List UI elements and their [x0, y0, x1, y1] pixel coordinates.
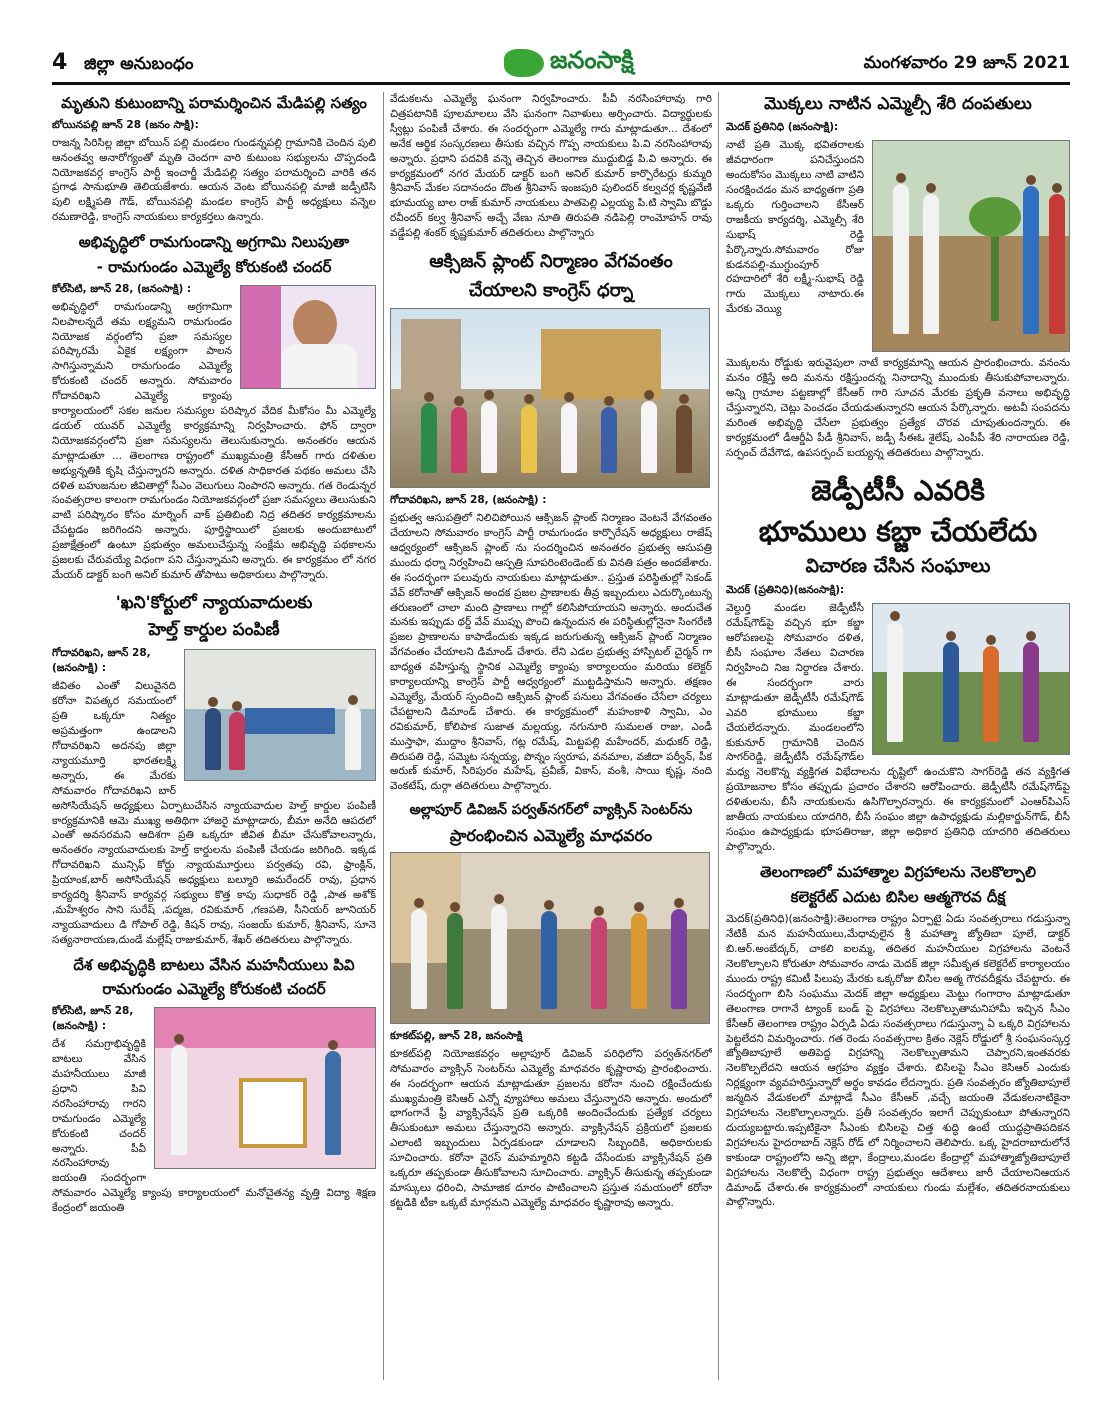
article-subheadline: కలెక్టరేట్ ఎదుట బిసిల ఆత్మగౌరవ దీక్ష: [790, 887, 1006, 906]
article-body: కూకట్‌పల్లి నియోజకవర్గం అల్లాపూర్ డివిజన్ పరిధిలోని పర్వత్‌నగర్‌లో సోమవారం వ్యాక్సిన్ సెంటర్‌ను ఎమ్మెల్యే మాధవరం కృష్ణారావు ప్రారంభించారు. ఈ సందర్భంగా ఆయన మాట్లాడుతూ ప్రజలను కరోనా నుంచి రక్షించేందుకు ముఖ్యమంత్రి కెసిఆర్ ఎన్నో వ్యూహాలు అమలు చేస్తున్నారని అన్నారు. అందులో భాగంగానే ఫ్రీ వ్యాక్సినేషన్ ప్రతి ఒక్కరికి అందించేందుకు ప్రత్యేక చర్యలు తీసుకుంటూ అమలు చేస్తున్నారని అన్నారు. వ్యాక్సినేషన్ ప్రక్రియలో ప్రజలకు ఎలాంటి ఇబ్బందులు ఏర్పడకుండా చూడాలని సిబ్బందికి, అధికారులకు సూచించారు. కరోనా వైరస్ మహమ్మారిని కట్టడి చేసేందుకు వ్యాక్సినేషన్ ప్రతి ఒక్కరూ తప్పకుండా తీసుకోవాలని సూచించారు. వ్యాక్సిన్ తీసుకున్న తప్పకుండా మాస్కులు ధరించి, సామాజిక దూరం పాటించాలని ప్రస్తుత సమయంలో కరోనా కట్టడికి టీకా ఒక్కటే మార్గమని ఎమ్మెల్యే మాధవరం కృష్ణారావు అన్నారు.: [390, 1047, 712, 1209]
news-photo: [184, 649, 376, 781]
issue-date: మంగళవారం 29 జూన్ 2021: [863, 53, 1070, 73]
article-headline: జెడ్పీటీసీ ఎవరికి: [811, 473, 985, 507]
article-byline: కోల్‌సిటి, జూన్ 28, (జనంసాక్షి) :: [52, 282, 192, 295]
article-byline: మెదక్ ప్రతినిధి (జనంసాక్షి):: [726, 121, 839, 134]
article-body: నాటే ప్రతి మొక్క భవితరాలకు జీవధారంగా పనిచేస్తుందని అందుకోసం మొక్కలు నాటి వాటిని సంరక్షించడం మన బాధ్యతగా ప్రతి ఒక్కరు గుర్తించాలని కేసీఆర్ రాజకీయ కార్యదర్శి, ఎమ్మెల్సీ శేరి సుభాష్ రెడ్డి పేర్కొన్నారు.సోమవారం రోజు కుడనపల్లి-ముగ్ధుంపూర్ రహదారిలో శేరి లక్ష్మీ-సుభాష్ రెడ్డి గారు మొక్కలు నాటారు.ఈ మేరకు వెయ్యి: [726, 139, 864, 316]
article-headline: 'ఖని'కోర్టులో న్యాయవాదులకు: [115, 592, 313, 613]
article-subheadline: ప్రారంభించిన ఎమ్మెల్యే మాధవరం: [449, 825, 653, 845]
article-subheadline: రామగుండం ఎమ్మెల్యే కోరుకంటి చందర్: [102, 980, 326, 999]
header-rule: [52, 82, 1070, 85]
article-headline: భూములు కబ్జా చేయలేదు: [758, 514, 1038, 548]
column-2: [390, 90, 712, 1390]
article-body-continued: వేడుకలను ఎమ్మెల్యే ఘనంగా నిర్వహించారు. పీవీ నరసింహారావు గారి చిత్రపటానికి పూలమాలలు వేసి ఘనంగా నివాళులు అర్పించారు. విద్యార్థులకు స్వీట్లు పంపిణీ చేశారు. ఈ సందర్భంగా ఎమ్మెల్యే గారు మాట్లాడుతూ... దేశంలో అనేక ఆర్థిక సంస్కరణలు తీసుకు వచ్చిన గొప్ప నాయకులు పి.వి నరసింహారావు అన్నారు. ప్రధాని పదవికి వన్నె తెచ్చిన తెలంగాణ ముద్దుబిడ్డ పి.వి అన్నారు. ఈ కార్యక్రమంలో నగర మేయర్ డాక్టర్ బంగి అనిల్ కుమార్ కార్పొరేటర్లు కుమ్మరి శ్రీనివాస్ మేకల సదానందం దొంత శ్రీనివాస్ ఇంజపురి పులిందర్ కల్వచర్ల కృష్ణవేణి భూమయ్య బాల రాజ్ కుమార్ నాయకులు పాతపెల్లి ఎల్లయ్య పి.టి స్వామి బొడ్డు రవీందర్ కల్వ శ్రీనివాస్ అచ్చే వేణు నూతి తిరుపతి నడిపెల్లి రాంమోహన్ రావు వడ్డేపల్లి శంకర్ కృష్ణకుమార్ తదితరులు పాల్గొన్నారు: [390, 93, 712, 240]
masthead-logo: [504, 46, 634, 80]
column-3: [726, 90, 1070, 1390]
news-photo: [390, 852, 710, 1024]
article-body: జీవితం ఎంతో విలువైనది కరోనా విపత్కర సమయంలో ప్రతి ఒక్కరూ నిత్యం అప్రమత్తంగా ఉండాలని గోదావరిఖని అదనపు జిల్లా న్యాయమూర్తి భారతలక్ష్మి అన్నారు, ఈ మేరకు సోమవారం గోదావరిఖని బార్ అసోసియేషన్ అధ్యక్షులు ఏర్పాటుచేసిన న్యాయవాదుల హెల్త్ కార్డుల పంపిణీ కార్యక్రమానికి ఆమె ముఖ్య అతిథిగా హాజరై మాట్లాడారు, బీమా అనేది ఆపదలో ఎంతో అవసరమని ఆదిశగా ప్రతి ఒక్కరూ జీవిత బీమా చేసుకోవాలన్నారు, అనంతరం న్యాయవాదులకు హెల్త్ కార్డులను పంపిణీ చేయడం జరిగింది. ఇక్కడ గోదావరిఖని మున్సిఫ్ కోర్టు న్యాయమూర్తులు పర్వతపు రవి, ఫ్రాంక్లిన్, ప్రియాంక,బార్ అసోసియేషన్ అధ్యక్షులు బల్మూరి అమరేందర్ రావు, ప్రధాన కార్యదర్శి శ్రీనివాస్ కార్యవర్గ సభ్యులు కొత్త కాపు సుధాకర్ రెడ్డి ,పాత అశోక్ ,మహేశ్వరం సాని సురేష్ ,పద్మజ, రవికుమార్ ,గణపతి, సీనియర్ జూనియర్ న్యాయవాదులు డి గోపాల్ రెడ్డి, కిషన్ రావు, సంజయ్ కుమార్, శ్రీనివాస్, సూనె సత్యనారాయణ,దుండే మల్లేష్ రాజుకుమార్, శేఖర్ తదితరులు పాల్గొన్నారు.: [52, 680, 376, 946]
news-photo: [872, 140, 1070, 352]
column-divider: [718, 92, 719, 1380]
article-byline: బోయినపల్లి జూన్ 28 (జనం సాక్షి):: [52, 118, 199, 131]
article-body: మొక్కలను రోడ్డుకు ఇరువైపులా నాటే కార్యక్రమాన్ని ఆయన ప్రారంభించారు. వనంను మనం రక్షిస్తే అది మనను రక్షిస్తుందన్న నినాదాన్ని ముందుకు తీసుకుపోవాలన్నారు. అన్ని గ్రామాల పట్టణాల్లో కేసీఆర్ గారి సూచన మేరకు ప్రకృతి వనాలు అభివృద్ధి చేస్తున్నారని, చెట్లు పెంచడం చేయడుతున్నారని ఆయన పేర్కొన్నారు. అటవీ సంపదను మరింత అభివృద్ధి చేసేలా ప్రభుత్వం ప్రత్యేక చొరవ చూపుతుందన్నారు. ఈ కార్యక్రమంలో డీఆర్డీఏ పీడీ శ్రీనివాస్, జడ్పీ సీఈఓ శైలేష్, ఎంపీపీ శేరి నారాయణ రెడ్డి, సర్పంచ్ దేవేగౌడ, ఉపసర్పంచ్ బయ్యన్న తదితరులు పాల్గొన్నారు.: [726, 357, 1070, 459]
article-headline: అల్లాపూర్ డివిజన్ పర్వత్‌నగర్‌లో వ్యాక్సిన్ సెంటర్‌ను: [409, 802, 693, 819]
page-header: [52, 46, 1070, 80]
article-subheadline: - రామగుండం ఎమ్మెల్యే కోరుకంటి చందర్: [96, 257, 332, 276]
column-divider: [383, 92, 384, 1380]
article-byline: కోల్‌సిటి, జూన్ 28, (జనంసాక్షి) :: [52, 1005, 134, 1033]
article-headline: ఆక్సిజన్ ప్లాంట్ నిర్మాణం వేగవంతం: [429, 251, 673, 273]
news-photo: [240, 285, 376, 389]
article-subheadline: విచారణ చేసిన సంఘాలు: [805, 554, 991, 577]
section-name: జిల్లా అనుబంధం: [84, 54, 194, 74]
article-byline: గోదావరిఖని, జూన్ 28, (జనంసాక్షి) :: [390, 494, 547, 507]
article-headline: మొక్కలు నాటిన ఎమ్మెల్సీ శేరి దంపతులు: [764, 94, 1032, 114]
article-byline: గోదావరిఖని, జూన్ 28, (జనంసాక్షి) :: [52, 647, 151, 675]
article-headline: మృతుని కుటుంబాన్ని పరామర్శించిన మేడిపల్లి సత్యం: [61, 94, 367, 112]
article-byline: మెదక్ (ప్రతినిధి)(జనంసాక్షి):: [726, 584, 845, 597]
column-1: [52, 90, 376, 1390]
page-number: 4: [52, 50, 68, 75]
news-photo: [872, 603, 1070, 755]
news-photo: [154, 1007, 376, 1169]
article-headline: తెలంగాణలో మహాత్మాల విగ్రహాలను నెలకొల్పాలి: [760, 862, 1036, 881]
telangana-map-icon: [504, 49, 544, 77]
article-headline: దేశ అభివృద్ధికి బాటలు వేసిన మహనీయులు పివి: [73, 955, 355, 974]
article-body: అభివృద్ధిలో రామగుండాన్ని అగ్రగామిగా నిలపాలన్నదే తమ లక్ష్యమని రామగుండం నియోజక వర్గంలోని ప్రజా సమస్యల పరిష్కారమే ఏకైక లక్ష్యంగా పాలన సాగిస్తున్నామని రామగుండం ఎమ్మెల్యే కోరుకంటి చందర్ అన్నారు. సోమవారం గోదావరిఖని ఎమ్మెల్యే క్యాంపు కార్యాలయంలో సకల జనుల సమస్యల పరిష్కార వేదిక మీకోసం మీ ఎమ్మెల్యే డయల్ యువర్ ఎమ్మెల్యే కార్యక్రమాన్ని నిర్వహించారు. ఫోన్ ద్వారా నియోజకవర్గంలోని ప్రజా సమస్యలను తెలుసుకున్నారు. అనంతరం ఆయన మాట్లాడుతూ ... తెలంగాణ రాష్ట్రంలో ముఖ్యమంత్రి కేసీఆర్ గారు దళితుల అభ్యున్నతికి కృషి చేస్తున్నారని అన్నారు. దళిత సాధికారత పథకం అమలు చేసి దళిత బహుజనుల జీవితాల్లో సీఎం వెలుగులు నింపారని అన్నారు. గత రెండున్నర సంవత్సరాల కాలంగా రామగుండం నియోజకవర్గంలో ప్రజా సమస్యలు తెలుసుకుని వాటి పరిష్కారం కోసం మార్నింగ్ వాక్ ప్రతిబింబి నిద్ర తదితర కార్యక్రమాలను చేపట్టడం జరిగిందని అన్నారు. పూర్తిస్థాయిలో ప్రజలకు అందుబాటులో ప్రజాక్షేత్రంలో ఉంటూ ప్రభుత్వం అమలుచేస్తున్న సంక్షేమ అభివృద్ధి పథకాలను ప్రజలకు చేరువయ్యే విధంగా పని చేస్తున్నామని అన్నారు. ఈ కార్యక్రమం లో నగర మేయర్ డాక్టర్ బంగి అనిల్ కుమార్ తోపాటు అధికారులు పాల్గొన్నారు.: [52, 300, 376, 581]
article-byline: కూకట్‌పల్లి, జూన్ 28, జనంసాక్షి: [390, 1029, 523, 1042]
article-subheadline: చేయాలని కాంగ్రెస్ ధర్నా: [468, 279, 634, 301]
article-body: మెదక్(ప్రతినిధి)(జనంసాక్షి):తెలంగాణ రాష్ట్రం ఏర్పాటై ఏడు సంవత్సరాలు గడుస్తున్నా నేటికీ మన మహనీయులు,మేధావులైన శ్రీ మహాత్మా జ్యోతిబా పూలే, డాక్టర్ బి.ఆర్.అంబేద్కర్, చాకలి ఐలమ్మ, తదితర మహనీయుల విగ్రహాలను వెంటనే నెలకొల్పాలని కోరుతూ సోమవారం నాడు మెదక్ జిల్లా సమీకృత కలెక్టరేట్ కార్యాలయం ముందు రాష్ట్ర కమిటీ పిలుపు మేరకు ఒక్కరోజు బిసిల ఆత్మ గౌరవదీక్షను చేపట్టారు. ఈ సందర్భంగా బిసి సంఘము మెదక్ జిల్లా అధ్యక్షులు మెట్టు గంగారాం మాట్లాడుతూ తెలంగాణ రాగానే ట్యాంక్ బండ్ పై విగ్రహాలు నెలకొల్పుతామనిహామీ ఇచ్చిన సీఎం కేసీఆర్ తెలంగాణ రాష్ట్రం ఏర్పడి ఏడు సంవత్సరాలు గడుస్తున్నా ఏ ఒక్కరి విగ్రహాలను పెట్టలేదని విమర్శించారు. గత రెండు సంవత్సరాల క్రితం నెక్లెస్ రోడ్డులో శ్రీ సంఘసంస్కర్త జ్యోతిబాపూలే అతిపెద్ద విగ్రహాన్ని నెలకొల్పుతామని చెప్పారని,ఇంతవరకు నెలకొల్పలేదని ఆయన ఆగ్రహం వ్యక్తం చేశారు. బిసిలపై సీఎం కెసిఆర్ ఎందుకు నిర్లక్ష్యంగా వ్యవహరిస్తున్నారో అర్థం కావడం లేదన్నారు. ప్రతి సంవత్సరం జ్యోతిబాపూలే జన్మదిన వేడుకలలో మాట్లాడే సీఎం కేసీఆర్ ,వచ్చే జయంతి వేడుకలనాటికైనా విగ్రహాలను నెలకొల్పాలన్నారు. ప్రతీ సంవత్సరం ఇలాగే చెప్పుకుంటూ పోతున్నారని దుయ్యబట్టారు.ఇప్పటికైనా సీఎంకు బిసిలపై చిత్త శుద్ధి ఉంటే యుద్ధప్రాతిపదికన విగ్రహాలను హైదరాబాద్ నెక్లెస్ రోడ్ లో నిర్మించాలని తెలిపారు. ఒక్క హైదరాబాదులోనే కాకుండా రాష్ట్రంలోని అన్ని జిల్లా, కేంద్రాలు,మండల కేంద్రాల్లో మహాత్మాజ్యోతిబాపూలే విగ్రహాలను నెలకొల్పే విధంగా రాష్ట్ర ప్రభుత్వం ఆదేశాలు జారీ చేయాలనిఆయన డిమాండ్ చేశారు.ఈ కార్యక్రమంలో నాయకులు గుండు మల్లేశం, తదితరనాయకులు పాల్గొన్నారు.: [726, 913, 1070, 1209]
article-body: వెల్దుర్తి మండల జెడ్పీటీసీ రమేష్‌గౌడ్‌పై వచ్చిన భూ కబ్జా ఆరోపణలపై సోమవారం దళిత, బీసీ సంఘాల నేతలు విచారణ నిర్వహించి నిజ నిర్ధారణ చేశారు. ఈ సందర్భంగా వారు మాట్లాడుతూ జెడ్పీటీసీ రమేష్‌గౌడ్ ఎవరి భూములు కబ్జా చేయలేదన్నారు. మండలంలోని కుకునూర్ గ్రామానికి చెందిన సాగర్‌రెడ్డి, జెడ్పీటీసీ రమేష్‌గౌడ్‌ల మధ్య నెలకొన్న వ్యక్తిగత విభేదాలను దృష్టిలో ఉంచుకొని సాగర్‌రెడ్డి తన వ్యక్తిగత ప్రయోజనాల కోసం తప్పుడు ప్రచారం చేశారని ఆరోపించారు. జెడ్పీటీసీ రమేష్‌గౌడ్‌పై దళితులను, బీసీ నాయకులను ఉసిగొల్పారన్నారు. ఈ కార్యక్రమంలో ఎంఆర్‌పిఎస్ జాతీయ నాయకులు యాదగిరి, బీసీ సంఘం జిల్లా ఉపాధ్యక్షుడు మల్లికార్జున్‌గౌడ్, బీసీ సంఘం ఉపాధ్యక్షుడు భూపతిరాజు, జిల్లా అధికార ప్రతినిధి యాదగిరి తదితరులు పాల్గొన్నారు.: [726, 602, 1070, 853]
article-headline: అభివృద్ధిలో రామగుండాన్ని అగ్రగామి నిలుపుతా: [78, 233, 350, 252]
article-body: దేశ సమగ్రాభివృద్ధికి బాటలు వేసిన మహనీయులు మాజీ ప్రధాని పివి నరసింహారావు గారని రామగుండం ఎమ్మెల్యే కోరుకంటి చందర్ అన్నారు. పీవీ నరసింహారావు జయంతి సందర్భంగా సోమవారం ఎమ్మెల్యే క్యాంపు కార్యాలయంలో మనోచైతన్య వృత్తి విద్యా శిక్షణ కేంద్రంలో జయంతి: [52, 1038, 376, 1215]
masthead-name: జనంసాక్షి: [550, 46, 634, 74]
article-body: రాజన్న సిరిసిల్ల జిల్లా బోయిన్ పల్లి మండలం గుండన్నపల్లి గ్రామానికి చెందిన పులి ఆనంతవ్వ అనారోగ్యంతో మృతి చెందగా వారి కుటుంబ సభ్యులను చొప్పదండి నియోజకవర్గ కాంగ్రెస్ పార్టీ ఇంచార్జీ మేడిపల్లి సత్యం పరామర్శించి వారికి తన ప్రగాఢ సానుభూతి తెలియజేశారు. ఆయన వెంట బోయినపల్లి మాజీ జడ్పీటిసి పులి లక్ష్మిపతి గౌడ్, బోయినపల్లి మండల కాంగ్రెస్ పార్టీ అధ్యక్షులు వన్నెల రమణారెడ్డి, కాంగ్రెస్ నాయకులు కార్యకర్తలు ఉన్నారు.: [52, 136, 376, 224]
article-subheadline: హెల్త్ కార్డుల పంపిణీ: [148, 620, 280, 641]
article-body: ప్రభుత్వ ఆసుపత్రిలో నిలిచిపోయిన ఆక్సిజన్ ప్లాంట్ నిర్మాణం వెంటనే వేగవంతం చేయాలని సోమవారం కాంగ్రెస్ పార్టీ రామగుండం కార్పొరేషన్ అధ్యక్షులు రాజేష్ ఆధ్వర్యంలో ఆక్సిజన్ ప్లాంట్ ను సందర్శించిన అనంతరం ప్రభుత్వ ఆసుపత్రి ముందు ధర్నా నిర్వహించి ఆస్పత్రి సూపరింటెండెంట్ కు వినతి పత్రం అందజేశారు. ఈ సందర్భంగా పలువురు నాయకులు మాట్లాడుతూ.. ప్రస్తుత పరిస్థితుల్లో సెకండ్ వేవ్ కరోనాతో ఆక్సిజన్ అందక ప్రజల ప్రాణాలకు తీవ్ర ఇబ్బందులు ఎదుర్కొంటున్న తరుణంలో చాలా మంది ప్రాణాలు గాల్లో కలిసిపోయాయని అన్నారు. అందుచేత మనకు ఇప్పుడు థర్డ్ వేవ్ ముప్పు పొంచి ఉన్నందున ఈ పరిస్థితుల్లోనైనా సింగరేణి ప్రజల ప్రాణాలను కాపాడేందుకు ఇక్కడ జరుగుతున్న ఆక్సిజన్ ప్లాంట్ నిర్మాణం వేగవంతం చేయాలని డిమాండ్ చేశారు. లేని ఎడల ప్రభుత్వ హాస్పిటల్ చైర్మన్ గా బాధ్యత వహిస్తున్న స్థానిక ఎమ్మెల్యే క్యాంపు కార్యాలయం మరియు కలెక్టర్ కార్యాలయాన్ని కాంగ్రెస్ పార్టీ ఆధ్వర్యంలో ముట్టడిస్తామని అన్నారు. తక్షణం ఎమ్మెల్యే, మేయర్ స్పందించి ఆక్సిజన్ ప్లాంట్ పనులు వేగవంతం చేసేలా చర్యలు చేపట్టాలని డిమాండ్ చేశారు. ఈ కార్యక్రమంలో మహంకాళి స్వామి, ఎం రవికుమార్, కోలిపాక సుజాత మల్లయ్య, నగునూరి సుమలత రాజు, ఎండీ ముస్తాఫా, ముద్దాం శ్రీనివాస్, గట్ల రమేష్, మిట్టపల్లి మహేందర్, మధుకర్ రెడ్డి, తిరుపతి రెడ్డి, సమ్మెట సన్నయ్య, పొన్నం స్వరూప, వనమాల, వజీదా పర్వీన్, పీక అరుణ్ కుమార్, సిరిపురం మహేష్, ప్రవీణ్, వికాస్, వంశీ, సాయి కృష్ణ, నంది వెంకటేష్, దుర్గా తదితరులు పాల్గొన్నారు.: [390, 512, 712, 793]
news-photo: [390, 308, 710, 488]
